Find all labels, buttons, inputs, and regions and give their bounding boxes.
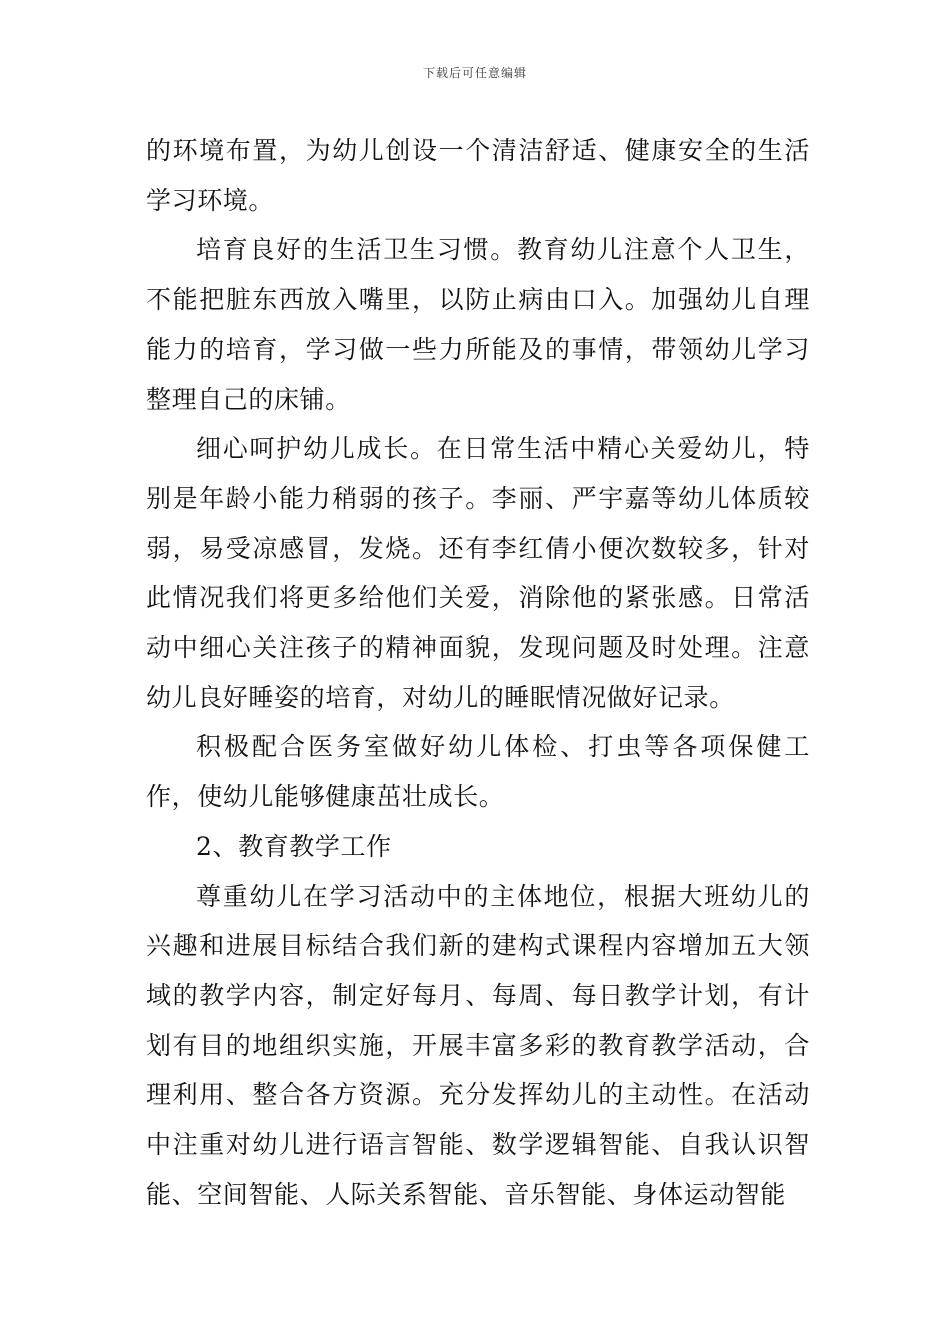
document-body (146, 126, 810, 1219)
paragraph-hygiene-habits: 培育良好的生活卫生习惯。教育幼儿注意个人卫生，不能把脏东西放入嘴里，以防止病由口入。加强幼儿自理能力的培育，学习做一些力所能及的事情，带领幼儿学习整理自己的床铺。 (146, 235, 810, 414)
section-heading-teaching-work: 2、教育教学工作 (196, 831, 392, 861)
page-header-note: 下载后可任意编辑 (422, 66, 527, 80)
paragraph-teaching-work: 尊重幼儿在学习活动中的主体地位，根据大班幼儿的兴趣和进展目标结合我们新的建构式课程内容增加五大领域的教学内容，制定好每月、每周、每日教学计划，有计划有目的地组织实施，开展丰富多彩的教育教学活动，合理利用、整合各方资源。充分发挥幼儿的主动性。在活动中注重对幼儿进行语言智能、数学逻辑智能、自我认识智能、空间智能、人际关系智能、音乐智能、身体运动智能 (146, 881, 810, 1209)
paragraph-environment: 的环境布置，为幼儿创设一个清洁舒适、健康安全的生活学习环境。 (146, 136, 810, 215)
paragraph-health-checkups: 积极配合医务室做好幼儿体检、打虫等各项保健工作，使幼儿能够健康茁壮成长。 (146, 732, 810, 812)
paragraph-care-growth: 细心呵护幼儿成长。在日常生活中精心关爱幼儿，特别是年龄小能力稍弱的孩子。李丽、严宇嘉等幼儿体质较弱，易受凉感冒，发烧。还有李红倩小便次数较多，针对此情况我们将更多给他们关爱，消除他的紧张感。日常活动中细心关注孩子的精神面貌，发现问题及时处理。注意幼儿良好睡姿的培育，对幼儿的睡眠情况做好记录。 (146, 434, 810, 712)
